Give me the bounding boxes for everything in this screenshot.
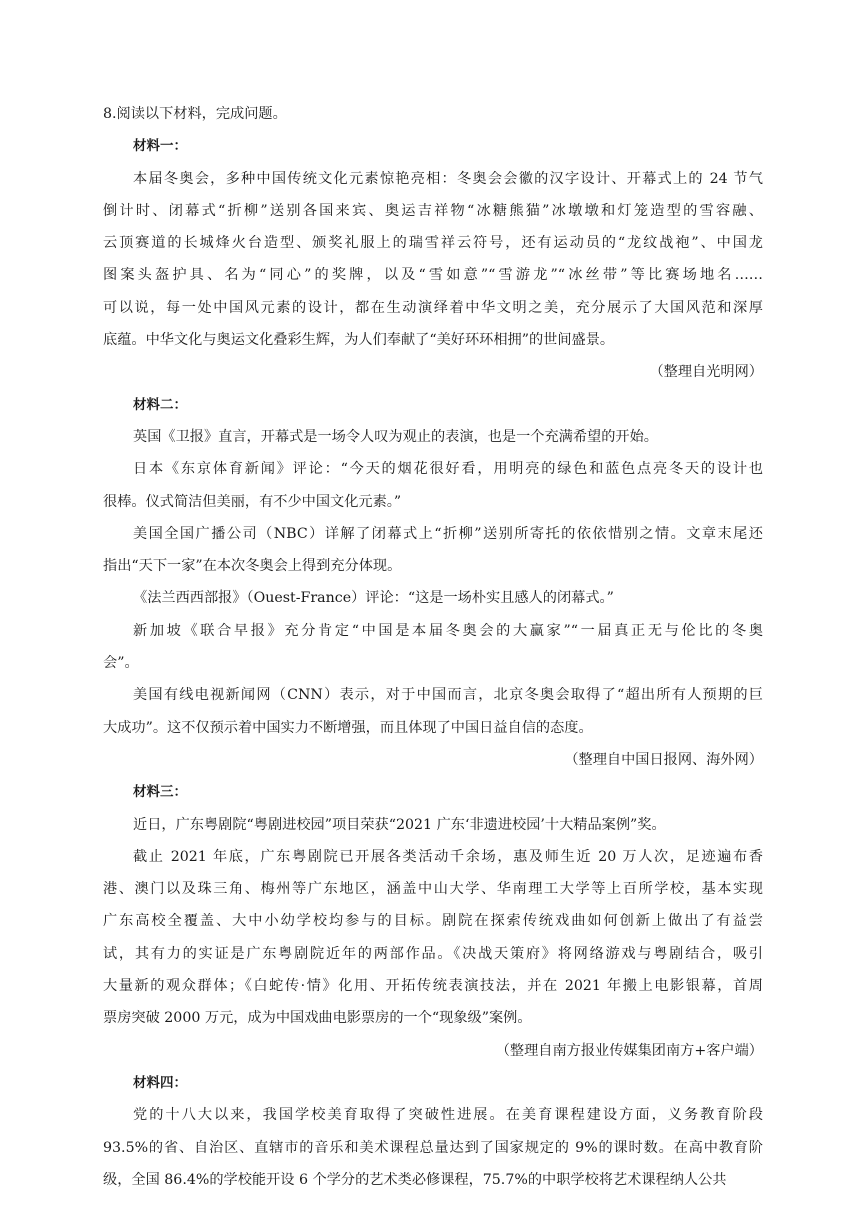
material-section	[103, 389, 763, 777]
material-heading: 材料二：	[133, 396, 187, 413]
paragraph	[103, 1099, 763, 1196]
paragraph-line: 倒计时、闭幕式“折柳”送别各国来宾、奥运吉祥物“冰糖熊猫”冰墩墩和灯笼造型的雪容融、	[103, 202, 763, 219]
paragraph-line: 级，全国 86.4%的学校能开设 6 个学分的艺术类必修课程，75.7%的中职学校将艺术课程纳人公共	[103, 1171, 727, 1188]
paragraph-line: 日本《东京体育新闻》评论：“今天的烟花很好看，用明亮的绿色和蓝色点亮冬天的设计也	[133, 461, 763, 478]
paragraph	[103, 518, 763, 583]
material-section	[103, 776, 763, 1067]
paragraph	[103, 421, 763, 453]
paragraph-line: 票房突破 2000 万元，成为中国戏曲电影票房的一个“现象级”案例。	[103, 1010, 532, 1027]
exam-page	[103, 98, 763, 1196]
paragraph-line: 可以说，每一处中国风元素的设计，都在生动演绎着中华文明之美，充分展示了大国风范和深厚	[103, 299, 763, 316]
paragraph-line: 很棒。仪式简洁但美丽，有不少中国文化元素。”	[103, 493, 402, 510]
paragraph-line: 93.5%的省、自治区、直辖市的音乐和美术课程总量达到了国家规定的 9%的课时数。在高中教育阶	[103, 1139, 763, 1156]
paragraph-line: 美国全国广播公司（NBC）详解了闭幕式上“折柳”送别所寄托的依依惜别之情。文章末尾还	[133, 525, 763, 542]
question-title: 8.阅读以下材料，完成问题。	[103, 106, 287, 122]
paragraph	[103, 453, 763, 518]
paragraph	[103, 615, 763, 680]
paragraph-line: 港、澳门以及珠三角、梅州等广东地区，涵盖中山大学、华南理工大学等上百所学校，基本实现	[103, 881, 763, 898]
paragraph-line: 会”。	[103, 655, 139, 672]
paragraph-line: 图案头盔护具、名为“同心”的奖牌，以及“雪如意”“雪游龙”“冰丝带”等比赛场地名……	[103, 267, 763, 284]
paragraph-line: 大量新的观众群体；《白蛇传·情》化用、开拓传统表演技法，并在 2021 年搬上电影银幕，首周	[103, 978, 763, 995]
paragraph	[103, 679, 763, 744]
source-citation: （整理自中国日报网、海外网）	[564, 751, 763, 768]
paragraph	[103, 582, 763, 614]
paragraph-line: 《法兰西西部报》（Ouest-France）评论：“这是一场朴实且感人的闭幕式。”	[133, 590, 614, 607]
materials-container	[103, 130, 763, 1196]
paragraph-line: 本届冬奥会，多种中国传统文化元素惊艳亮相：冬奥会会徽的汉字设计、开幕式上的 24 节气	[133, 170, 763, 187]
material-heading: 材料四：	[133, 1074, 187, 1091]
paragraph	[103, 841, 763, 1035]
material-heading: 材料一：	[133, 138, 187, 155]
source-citation: （整理自光明网）	[649, 364, 763, 381]
material-heading: 材料三：	[133, 784, 187, 801]
paragraph-line: 广东高校全覆盖、大中小幼学校均参与的目标。剧院在探索传统戏曲如何创新上做出了有益尝	[103, 913, 763, 930]
material-section	[103, 130, 763, 388]
paragraph-line: 截止 2021 年底，广东粤剧院已开展各类活动千余场，惠及师生近 20 万人次，足迹遍布香	[133, 848, 763, 865]
paragraph	[103, 163, 763, 357]
paragraph-line: 试，其有力的实证是广东粤剧院近年的两部作品。《决战天策府》将网络游戏与粤剧结合，吸引	[103, 945, 763, 962]
paragraph-line: 云顶赛道的长城烽火台造型、颁奖礼服上的瑞雪祥云符号，还有运动员的“龙纹战袍”、中国龙	[103, 235, 763, 252]
paragraph-line: 底蕴。中华文化与奥运文化叠彩生辉，为人们奉献了“美好环环相拥”的世间盛景。	[103, 332, 615, 349]
paragraph-line: 英国《卫报》直言，开幕式是一场令人叹为观止的表演，也是一个充满希望的开始。	[133, 428, 658, 445]
paragraph-line: 大成功”。这不仅预示着中国实力不断增强，而且体现了中国日益自信的态度。	[103, 719, 593, 736]
source-citation: （整理自南方报业传媒集团南方+客户端）	[495, 1042, 763, 1059]
paragraph-line: 美国有线电视新闻网（CNN）表示，对于中国而言，北京冬奥会取得了“超出所有人预期的巨	[133, 687, 763, 704]
paragraph-line: 指出“天下一家”在本次冬奥会上得到充分体现。	[103, 558, 402, 575]
paragraph	[103, 809, 763, 841]
paragraph-line: 党的十八大以来，我国学校美育取得了突破性进展。在美育课程建设方面，义务教育阶段	[133, 1107, 763, 1124]
paragraph-line: 新加坡《联合早报》充分肯定“中国是本届冬奥会的大赢家”“一届真正无与伦比的冬奥	[133, 622, 763, 639]
paragraph-line: 近日，广东粤剧院“粤剧进校园”项目荣获“2021 广东‘非遗进校园’十大精品案例”奖。	[133, 816, 666, 833]
material-section	[103, 1067, 763, 1196]
